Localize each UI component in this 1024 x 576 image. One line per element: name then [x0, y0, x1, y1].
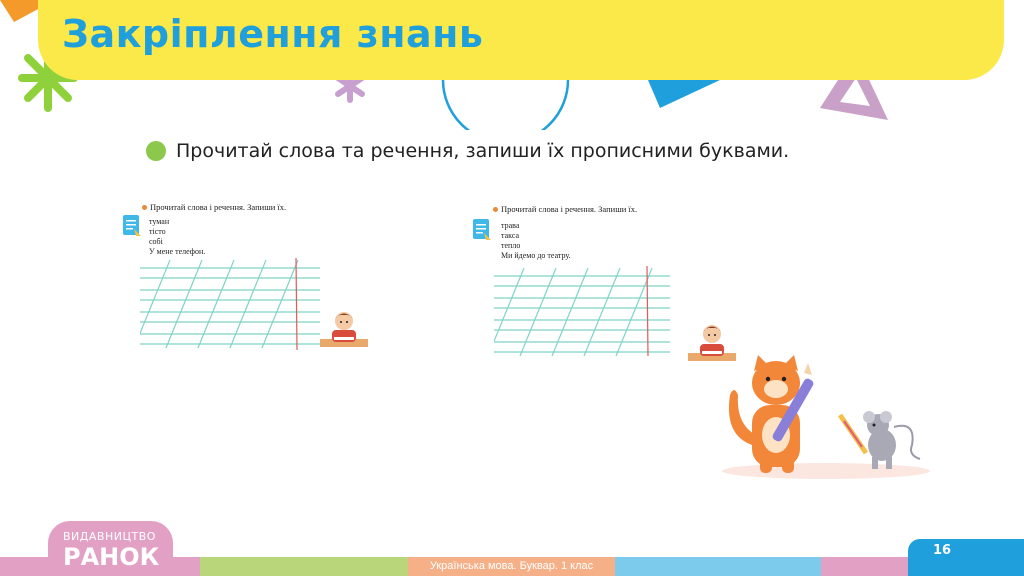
page-number: 16	[932, 543, 952, 558]
exercise-left-words	[149, 217, 205, 257]
task-instruction	[146, 140, 789, 162]
blue-triangle-decor-icon	[648, 80, 720, 108]
exercise-left-header-text: Прочитай слова і речення. Запиши їх.	[150, 202, 287, 212]
word-item: тепло	[501, 241, 521, 250]
notebook-icon	[472, 218, 492, 242]
cat-and-mouse-illustration	[716, 355, 936, 485]
publisher-logo-name: РАНОК	[63, 543, 160, 571]
blue-circle-decor-icon	[443, 80, 568, 130]
green-bullet-icon	[146, 141, 166, 161]
publisher-logo-top-text: ВИДАВНИЦТВО	[63, 530, 156, 543]
word-item: собі	[149, 237, 163, 246]
footer-segment-blue	[615, 557, 821, 576]
exercise-right-header-text: Прочитай слова і речення. Запиши їх.	[501, 204, 638, 214]
task-text: Прочитай слова та речення, запиши їх прописними буквами.	[176, 140, 790, 162]
footer-segment-green	[200, 557, 408, 576]
word-item: трава	[501, 221, 520, 230]
exercise-left-header	[142, 202, 286, 212]
page-title: Закріплення знань	[62, 12, 484, 56]
word-item: туман	[149, 217, 170, 226]
exercise-right-words	[501, 221, 571, 261]
exercise-right-writing-grid	[494, 266, 674, 358]
orange-bullet-icon	[142, 205, 147, 210]
footer-caption: Українська мова. Буквар. 1 клас	[429, 560, 594, 572]
cat-with-pencil-illustration	[729, 355, 815, 473]
orange-bullet-icon	[493, 207, 498, 212]
sentence-item: Ми йдемо до театру.	[501, 251, 571, 260]
exercise-left-writing-grid	[140, 256, 325, 352]
notebook-icon	[122, 214, 142, 238]
word-item: тісто	[149, 227, 166, 236]
sentence-item: У мене телефон.	[149, 247, 206, 256]
mouse-with-pencil-illustration	[840, 411, 920, 469]
boy-at-desk-illustration	[320, 308, 368, 350]
exercise-right-header	[493, 204, 637, 214]
word-item: такса	[501, 231, 520, 240]
